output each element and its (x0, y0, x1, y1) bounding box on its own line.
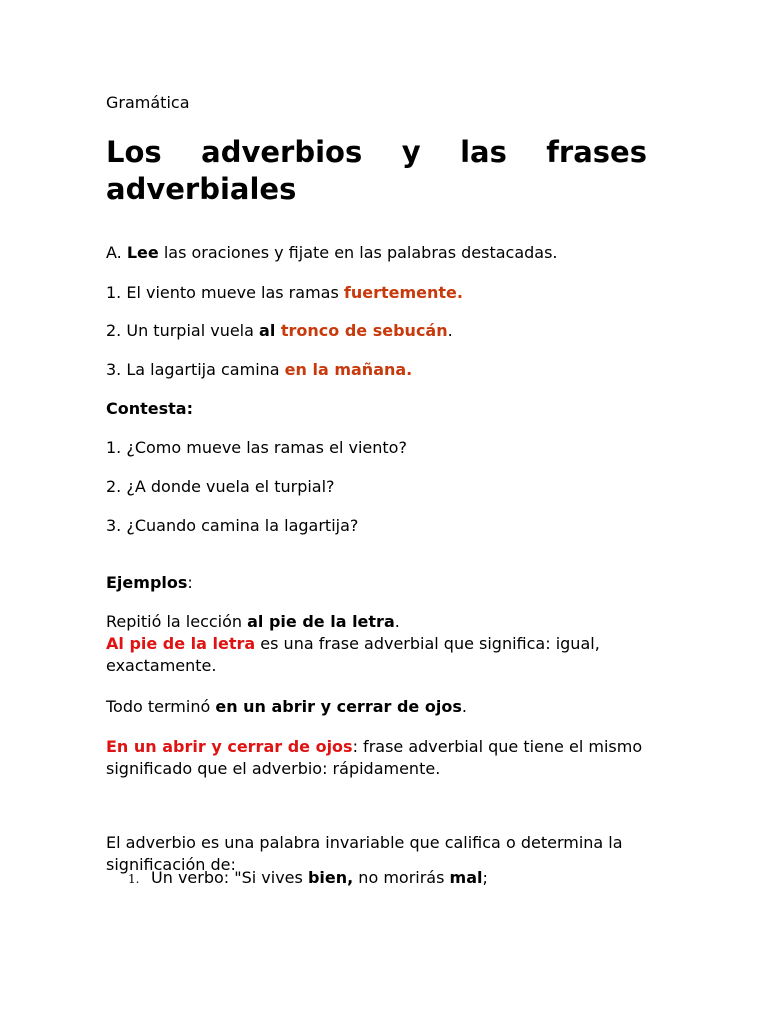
example-2-definition (106, 736, 651, 780)
example-end: . (461, 697, 467, 716)
intro-bold-word: Lee (126, 243, 159, 262)
example-end: . (394, 612, 400, 631)
example-1-definition (106, 633, 651, 677)
intro-prefix: A. (106, 243, 127, 262)
sentence-2 (106, 320, 651, 342)
list-number: 1. (128, 872, 140, 886)
bold-adverb: mal (449, 868, 483, 887)
highlighted-adverb: fuertemente. (343, 283, 463, 302)
ejemplos-colon: : (187, 573, 193, 592)
adverb-definition: El adverbio es una palabra invariable que califica o determina la significación de: (106, 833, 623, 874)
subject-label: Gramática (106, 93, 190, 112)
contesta-heading: Contesta: (106, 399, 193, 418)
example-bold-phrase: al pie de la letra (247, 612, 395, 631)
sentence-1 (106, 282, 651, 304)
question-3: 3. ¿Cuando camina la lagartija? (106, 516, 359, 535)
page-title: Los adverbios y las frases adverbiales (106, 135, 647, 206)
example-1-sentence (106, 611, 651, 633)
question-1: 1. ¿Como mueve las ramas el viento? (106, 438, 407, 457)
list-text: no morirás (353, 868, 450, 887)
sentence-text: 2. Un turpial vuela (106, 321, 260, 340)
list-end: ; (482, 868, 488, 887)
example-bold-phrase: en un abrir y cerrar de ojos (215, 697, 462, 716)
bold-adverb: bien, (307, 868, 354, 887)
intro-instruction (106, 242, 651, 264)
list-text: Un verbo: "Si vives (151, 868, 308, 887)
intro-rest: las oraciones y fijate en las palabras destacadas. (158, 243, 558, 262)
sentence-text: 1. El viento mueve las ramas (106, 283, 344, 302)
sentence-end: . (447, 321, 453, 340)
sentence-connector: al (259, 321, 281, 340)
highlighted-adverbial-phrase: tronco de sebucán (280, 321, 448, 340)
definition-text: : frase adverbial que tiene el mismo significado que el adverbio: rápidamente. (106, 737, 643, 778)
ejemplos-heading (106, 572, 651, 594)
red-adverbial-phrase: Al pie de la letra (106, 634, 256, 653)
sentence-3 (106, 359, 651, 381)
example-2-sentence (106, 696, 651, 718)
ejemplos-label: Ejemplos (106, 573, 188, 592)
example-text: Todo terminó (106, 697, 216, 716)
question-2: 2. ¿A donde vuela el turpial? (106, 477, 335, 496)
highlighted-adverbial-phrase: en la mañana. (284, 360, 413, 379)
sentence-text: 3. La lagartija camina (106, 360, 285, 379)
example-text: Repitió la lección (106, 612, 248, 631)
list-item (151, 867, 651, 889)
red-adverbial-phrase: En un abrir y cerrar de ojos (106, 737, 353, 756)
definition-text: es una frase adverbial que significa: igual, exactamente. (106, 634, 600, 675)
